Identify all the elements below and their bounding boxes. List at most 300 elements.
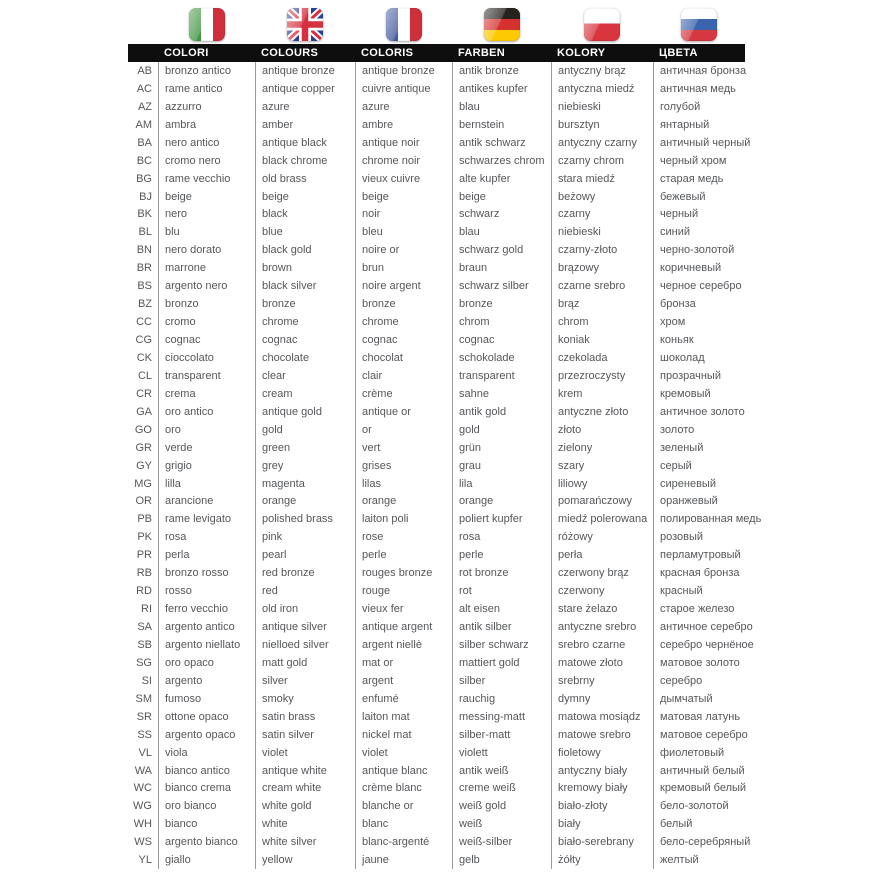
- table-row: [128, 780, 745, 798]
- color-name-fr: rose: [355, 528, 452, 546]
- color-name-fr: antique argent: [355, 618, 452, 636]
- color-name-fr: bronze: [355, 295, 452, 313]
- color-name-fr: perle: [355, 546, 452, 564]
- color-name-it: fumoso: [158, 690, 255, 708]
- color-name-pl: czarny: [551, 206, 653, 224]
- color-name-ru: коньяк: [653, 331, 745, 349]
- color-name-ru: бело-золотой: [653, 797, 745, 815]
- table-row: [128, 528, 745, 546]
- color-code: AM: [135, 118, 152, 131]
- color-name-fr: antique or: [355, 403, 452, 421]
- color-name-de: antik gold: [452, 403, 551, 421]
- color-name-ru: старое железо: [653, 600, 745, 618]
- table-row: [128, 457, 745, 475]
- flag-cell-poland: [551, 0, 653, 44]
- color-code: SS: [137, 728, 152, 741]
- color-name-de: schwarz gold: [452, 241, 551, 259]
- table-row: [128, 206, 745, 224]
- color-name-fr: lilas: [355, 475, 452, 493]
- color-name-de: gelb: [452, 851, 551, 869]
- table-row: [128, 331, 745, 349]
- color-code: AZ: [137, 100, 152, 113]
- color-name-en: silver: [255, 672, 355, 690]
- color-name-ru: античная бронза: [653, 62, 745, 80]
- column-header-en: COLOURS: [261, 47, 319, 59]
- color-code: PR: [136, 549, 152, 562]
- table-header-bar: [128, 44, 745, 62]
- color-name-ru: синий: [653, 223, 745, 241]
- table-row: [128, 475, 745, 493]
- flag-cell-france: [355, 0, 452, 44]
- color-name-en: green: [255, 439, 355, 457]
- color-code: MG: [134, 477, 152, 490]
- color-name-it: rame antico: [158, 80, 255, 98]
- table-row: [128, 170, 745, 188]
- column-header-it: COLORI: [164, 47, 209, 59]
- color-name-pl: kremowy biały: [551, 780, 653, 798]
- color-name-pl: czerwony: [551, 582, 653, 600]
- color-name-fr: argent niellè: [355, 636, 452, 654]
- color-name-ru: сиреневый: [653, 475, 745, 493]
- color-name-ru: античная медь: [653, 80, 745, 98]
- color-code: WH: [133, 818, 152, 831]
- color-name-it: azzurro: [158, 98, 255, 116]
- color-name-pl: brąz: [551, 295, 653, 313]
- table-row: [128, 815, 745, 833]
- color-name-ru: античный белый: [653, 762, 745, 780]
- color-name-pl: antyczny czarny: [551, 134, 653, 152]
- color-name-en: black gold: [255, 241, 355, 259]
- color-name-de: weiß: [452, 815, 551, 833]
- color-name-it: nero antico: [158, 134, 255, 152]
- color-name-it: cognac: [158, 331, 255, 349]
- color-name-fr: ambre: [355, 116, 452, 134]
- color-name-de: weiß gold: [452, 797, 551, 815]
- color-name-ru: перламутровый: [653, 546, 745, 564]
- color-name-pl: biało-złoty: [551, 797, 653, 815]
- color-name-de: creme weiß: [452, 780, 551, 798]
- color-code: BS: [137, 280, 152, 293]
- color-code: PB: [137, 513, 152, 526]
- color-name-de: silber-matt: [452, 726, 551, 744]
- color-name-pl: miedź polerowana: [551, 510, 653, 528]
- color-name-it: transparent: [158, 367, 255, 385]
- color-name-en: matt gold: [255, 654, 355, 672]
- color-name-ru: античный черный: [653, 134, 745, 152]
- color-name-pl: stara miedź: [551, 170, 653, 188]
- color-translation-table: [128, 0, 762, 869]
- column-header-de: FARBEN: [458, 47, 506, 59]
- table-row: [128, 349, 745, 367]
- color-name-it: cioccolato: [158, 349, 255, 367]
- color-name-en: violet: [255, 744, 355, 762]
- color-name-pl: biały: [551, 815, 653, 833]
- color-name-pl: antyczny brąz: [551, 62, 653, 80]
- color-name-en: antique copper: [255, 80, 355, 98]
- color-name-fr: antique blanc: [355, 762, 452, 780]
- color-name-de: orange: [452, 493, 551, 511]
- color-name-pl: czarny chrom: [551, 152, 653, 170]
- table-row: [128, 188, 745, 206]
- color-name-fr: clair: [355, 367, 452, 385]
- color-code: BZ: [137, 298, 152, 311]
- table-row: [128, 403, 745, 421]
- color-name-pl: żółty: [551, 851, 653, 869]
- color-name-pl: matowe złoto: [551, 654, 653, 672]
- poland-flag-icon: [584, 8, 620, 41]
- color-name-en: antique bronze: [255, 62, 355, 80]
- color-name-ru: серебро чернёное: [653, 636, 745, 654]
- color-name-de: schwarzes chrom: [452, 152, 551, 170]
- table-row: [128, 134, 751, 152]
- color-name-fr: blanc: [355, 815, 452, 833]
- color-code: RB: [136, 567, 152, 580]
- color-name-it: argento antico: [158, 618, 255, 636]
- color-name-en: beige: [255, 188, 355, 206]
- france-flag-icon: [386, 8, 422, 41]
- color-name-ru: кремовый: [653, 385, 745, 403]
- color-name-en: azure: [255, 98, 355, 116]
- color-name-fr: laiton poli: [355, 510, 452, 528]
- color-name-ru: бронза: [653, 295, 745, 313]
- color-code: SG: [136, 656, 152, 669]
- color-name-de: gold: [452, 421, 551, 439]
- color-name-it: ferro vecchio: [158, 600, 255, 618]
- color-name-ru: хром: [653, 313, 745, 331]
- color-name-it: marrone: [158, 259, 255, 277]
- color-name-en: antique black: [255, 134, 355, 152]
- color-name-it: bianco crema: [158, 780, 255, 798]
- color-name-ru: матовая латунь: [653, 708, 745, 726]
- color-name-it: argento nero: [158, 277, 255, 295]
- color-name-fr: chrome noir: [355, 152, 452, 170]
- color-name-fr: or: [355, 421, 452, 439]
- color-code: CL: [137, 369, 152, 382]
- color-code: SB: [137, 638, 152, 651]
- color-name-en: yellow: [255, 851, 355, 869]
- color-name-pl: koniak: [551, 331, 653, 349]
- color-name-fr: vert: [355, 439, 452, 457]
- table-row: [128, 744, 745, 762]
- color-name-ru: оранжевый: [653, 493, 745, 511]
- color-name-it: verde: [158, 439, 255, 457]
- color-name-ru: голубой: [653, 98, 745, 116]
- color-name-ru: золото: [653, 421, 745, 439]
- color-name-it: argento: [158, 672, 255, 690]
- color-name-en: satin brass: [255, 708, 355, 726]
- color-name-en: white silver: [255, 833, 355, 851]
- color-code: WC: [133, 782, 152, 795]
- color-code: GA: [136, 405, 152, 418]
- color-name-en: gold: [255, 421, 355, 439]
- table-row: [128, 510, 762, 528]
- color-name-en: white: [255, 815, 355, 833]
- color-name-it: bianco antico: [158, 762, 255, 780]
- color-name-pl: czarne srebro: [551, 277, 653, 295]
- color-name-de: transparent: [452, 367, 551, 385]
- color-name-fr: cognac: [355, 331, 452, 349]
- color-name-ru: дымчатый: [653, 690, 745, 708]
- color-name-fr: jaune: [355, 851, 452, 869]
- table-row: [128, 833, 751, 851]
- table-row: [128, 564, 745, 582]
- color-name-fr: noire or: [355, 241, 452, 259]
- color-name-pl: przezroczysty: [551, 367, 653, 385]
- table-row: [128, 223, 745, 241]
- color-name-ru: шоколад: [653, 349, 745, 367]
- color-name-it: blu: [158, 223, 255, 241]
- table-row: [128, 421, 745, 439]
- color-code: CC: [136, 316, 152, 329]
- color-name-de: braun: [452, 259, 551, 277]
- table-row: [128, 690, 745, 708]
- color-name-it: ottone opaco: [158, 708, 255, 726]
- column-header-ru: ЦВЕТА: [659, 47, 698, 59]
- color-name-it: bianco: [158, 815, 255, 833]
- color-name-en: cream: [255, 385, 355, 403]
- color-name-de: antik silber: [452, 618, 551, 636]
- color-name-en: satin silver: [255, 726, 355, 744]
- color-code: SR: [136, 710, 152, 723]
- column-header-pl: KOLORY: [557, 47, 606, 59]
- color-name-pl: brązowy: [551, 259, 653, 277]
- flag-cell-germany: [452, 0, 551, 44]
- color-name-it: bronzo: [158, 295, 255, 313]
- color-name-en: chrome: [255, 313, 355, 331]
- color-name-it: lilla: [158, 475, 255, 493]
- color-name-fr: beige: [355, 188, 452, 206]
- color-name-de: sahne: [452, 385, 551, 403]
- color-name-it: rame levigato: [158, 510, 255, 528]
- color-name-en: amber: [255, 116, 355, 134]
- color-code: GO: [134, 423, 152, 436]
- color-name-pl: stare żelazo: [551, 600, 653, 618]
- flag-cell-russia: [653, 0, 745, 44]
- color-name-de: bronze: [452, 295, 551, 313]
- color-code: AC: [136, 82, 152, 95]
- color-name-pl: szary: [551, 457, 653, 475]
- color-name-en: nielloed silver: [255, 636, 355, 654]
- color-name-ru: бежевый: [653, 188, 745, 206]
- color-name-fr: chocolat: [355, 349, 452, 367]
- color-name-it: cromo nero: [158, 152, 255, 170]
- color-code: GR: [135, 441, 152, 454]
- color-code: VL: [138, 746, 152, 759]
- color-code: BR: [136, 262, 152, 275]
- color-name-fr: grises: [355, 457, 452, 475]
- color-name-en: antique silver: [255, 618, 355, 636]
- union-jack-graphic: [287, 8, 323, 41]
- color-name-fr: chrome: [355, 313, 452, 331]
- color-name-en: black silver: [255, 277, 355, 295]
- color-name-fr: crème blanc: [355, 780, 452, 798]
- italy-flag-icon: [189, 8, 225, 41]
- color-name-pl: perła: [551, 546, 653, 564]
- color-name-fr: cuivre antique: [355, 80, 452, 98]
- color-code: RD: [136, 585, 152, 598]
- table-row: [128, 241, 745, 259]
- table-body: [128, 62, 762, 869]
- color-name-pl: antyczne srebro: [551, 618, 653, 636]
- color-name-de: messing-matt: [452, 708, 551, 726]
- color-code: WS: [134, 836, 152, 849]
- color-name-ru: черное серебро: [653, 277, 745, 295]
- color-name-fr: bleu: [355, 223, 452, 241]
- color-name-it: oro: [158, 421, 255, 439]
- color-name-it: nero dorato: [158, 241, 255, 259]
- color-name-pl: biało-serebrany: [551, 833, 653, 851]
- color-name-ru: зеленый: [653, 439, 745, 457]
- color-name-fr: blanc-argenté: [355, 833, 452, 851]
- color-name-pl: zielony: [551, 439, 653, 457]
- color-name-it: rosso: [158, 582, 255, 600]
- color-name-fr: azure: [355, 98, 452, 116]
- color-name-en: antique white: [255, 762, 355, 780]
- table-row: [128, 259, 745, 277]
- color-name-en: black chrome: [255, 152, 355, 170]
- color-name-de: blau: [452, 98, 551, 116]
- color-code: GY: [136, 459, 152, 472]
- uk-flag-icon: [287, 8, 323, 41]
- color-name-de: alte kupfer: [452, 170, 551, 188]
- color-name-en: red bronze: [255, 564, 355, 582]
- color-name-it: argento opaco: [158, 726, 255, 744]
- color-name-fr: laiton mat: [355, 708, 452, 726]
- color-code: BA: [137, 136, 152, 149]
- color-name-en: pearl: [255, 546, 355, 564]
- color-code: BG: [136, 172, 152, 185]
- color-name-pl: chrom: [551, 313, 653, 331]
- color-name-fr: noir: [355, 206, 452, 224]
- color-name-de: grün: [452, 439, 551, 457]
- color-name-pl: bursztyn: [551, 116, 653, 134]
- color-name-pl: czerwony brąz: [551, 564, 653, 582]
- color-name-de: schwarz silber: [452, 277, 551, 295]
- germany-flag-icon: [484, 8, 520, 41]
- color-name-it: viola: [158, 744, 255, 762]
- color-name-ru: полированная медь: [653, 510, 745, 528]
- table-row: [128, 116, 745, 134]
- color-name-pl: pomarańczowy: [551, 493, 653, 511]
- color-name-ru: серый: [653, 457, 745, 475]
- color-code: BK: [137, 208, 152, 221]
- color-name-de: cognac: [452, 331, 551, 349]
- table-row: [128, 636, 754, 654]
- color-name-de: weiß-silber: [452, 833, 551, 851]
- color-name-pl: fioletowy: [551, 744, 653, 762]
- color-name-ru: бело-серебряный: [653, 833, 745, 851]
- color-code: BN: [136, 244, 152, 257]
- color-name-pl: matowe srebro: [551, 726, 653, 744]
- color-name-fr: antique noir: [355, 134, 452, 152]
- color-name-fr: rouge: [355, 582, 452, 600]
- color-name-it: oro antico: [158, 403, 255, 421]
- color-name-en: blue: [255, 223, 355, 241]
- table-row: [128, 672, 745, 690]
- color-name-it: bronzo antico: [158, 62, 255, 80]
- color-name-it: rosa: [158, 528, 255, 546]
- color-code: YL: [138, 854, 152, 867]
- table-row: [128, 582, 745, 600]
- color-name-en: polished brass: [255, 510, 355, 528]
- color-name-fr: antique bronze: [355, 62, 452, 80]
- color-code: AB: [137, 64, 152, 77]
- color-name-it: arancione: [158, 493, 255, 511]
- table-row: [128, 98, 745, 116]
- color-name-en: white gold: [255, 797, 355, 815]
- color-name-fr: vieux cuivre: [355, 170, 452, 188]
- color-name-en: old brass: [255, 170, 355, 188]
- table-row: [128, 851, 745, 869]
- color-name-de: silber: [452, 672, 551, 690]
- flag-cell-italy: [158, 0, 255, 44]
- color-name-de: beige: [452, 188, 551, 206]
- color-code: SM: [135, 692, 152, 705]
- color-code: SI: [141, 674, 152, 687]
- color-name-it: giallo: [158, 851, 255, 869]
- color-name-de: violett: [452, 744, 551, 762]
- color-name-de: rot bronze: [452, 564, 551, 582]
- color-name-pl: antyczne złoto: [551, 403, 653, 421]
- color-name-en: grey: [255, 457, 355, 475]
- color-name-fr: enfumé: [355, 690, 452, 708]
- color-code: CR: [136, 387, 152, 400]
- color-name-ru: черный хром: [653, 152, 745, 170]
- color-name-de: rosa: [452, 528, 551, 546]
- table-row: [128, 62, 745, 80]
- color-name-pl: antyczna miedź: [551, 80, 653, 98]
- color-name-de: antik bronze: [452, 62, 551, 80]
- color-name-ru: желтый: [653, 851, 745, 869]
- color-name-de: rauchig: [452, 690, 551, 708]
- color-name-ru: старая медь: [653, 170, 745, 188]
- table-row: [128, 80, 745, 98]
- table-row: [128, 277, 745, 295]
- color-name-pl: srebro czarne: [551, 636, 653, 654]
- table-row: [128, 367, 745, 385]
- color-name-en: black: [255, 206, 355, 224]
- color-name-pl: srebrny: [551, 672, 653, 690]
- color-code: SA: [137, 621, 152, 634]
- color-name-it: argento bianco: [158, 833, 255, 851]
- color-name-pl: niebieski: [551, 223, 653, 241]
- color-name-it: rame vecchio: [158, 170, 255, 188]
- color-name-de: grau: [452, 457, 551, 475]
- color-name-pl: różowy: [551, 528, 653, 546]
- color-name-en: orange: [255, 493, 355, 511]
- color-name-en: cream white: [255, 780, 355, 798]
- color-name-pl: dymny: [551, 690, 653, 708]
- color-name-it: bronzo rosso: [158, 564, 255, 582]
- color-name-fr: nickel mat: [355, 726, 452, 744]
- table-row: [128, 797, 745, 815]
- table-row: [128, 762, 745, 780]
- color-name-ru: матовое серебро: [653, 726, 745, 744]
- color-code: CK: [136, 351, 152, 364]
- column-header-fr: COLORIS: [361, 47, 414, 59]
- color-name-it: perla: [158, 546, 255, 564]
- color-name-ru: янтарный: [653, 116, 745, 134]
- color-name-de: antik schwarz: [452, 134, 551, 152]
- color-name-en: old iron: [255, 600, 355, 618]
- color-name-ru: белый: [653, 815, 745, 833]
- color-name-pl: niebieski: [551, 98, 653, 116]
- color-name-fr: mat or: [355, 654, 452, 672]
- color-code: RI: [141, 603, 152, 616]
- color-name-de: antikes kupfer: [452, 80, 551, 98]
- color-name-pl: matowa mosiądz: [551, 708, 653, 726]
- color-name-de: alt eisen: [452, 600, 551, 618]
